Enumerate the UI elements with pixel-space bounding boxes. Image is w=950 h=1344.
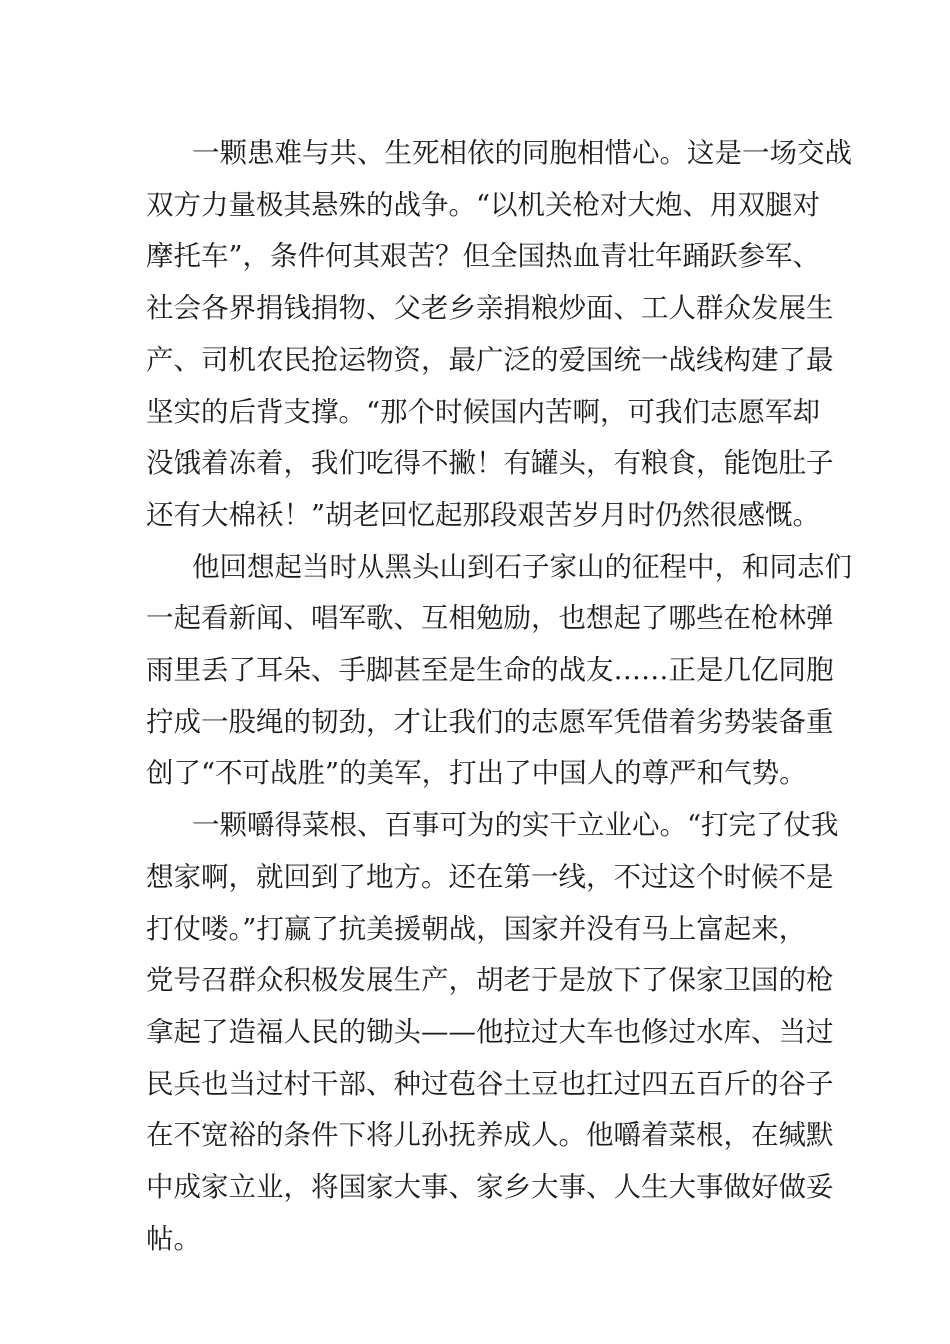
text-line: 双方力量极其悬殊的战争。“以机关枪对大炮、用双腿对 <box>146 188 821 221</box>
text-line: 他回想起当时从黑头山到石子家山的征程中，和同志们 <box>192 550 852 583</box>
text-line: 一颗患难与共、生死相依的同胞相惜心。这是一场交战 <box>192 137 852 169</box>
paragraph-3 <box>146 800 839 1265</box>
text-line: 打仗喽。”打赢了抗美援朝战，国家并没有马上富起来， <box>146 912 807 945</box>
text-line: 一颗嚼得菜根、百事可为的实干立业心。“打完了仗我 <box>192 809 839 842</box>
text-line: 摩托车”，条件何其艰苦？但全国热血青壮年踊跃参军、 <box>146 240 821 273</box>
text-line: 在不宽裕的条件下将儿孙抚养成人。他嚼着菜根，在缄默 <box>146 1119 834 1152</box>
text-line: 雨里丢了耳朵、手脚甚至是生命的战友……正是几亿同胞 <box>146 654 834 687</box>
text-line: 拧成一股绳的韧劲，才让我们的志愿军凭借着劣势装备重 <box>146 705 834 738</box>
text-line: 没饿着冻着，我们吃得不撇！有罐头，有粮食，能饱肚子 <box>146 447 834 480</box>
text-line: 产、司机农民抢运物资，最广泛的爱国统一战线构建了最 <box>146 343 834 376</box>
text-line: 一起看新闻、唱军歌、互相勉励，也想起了哪些在枪林弹 <box>146 602 834 635</box>
paragraph-1 <box>146 128 852 542</box>
text-line: 中成家立业，将国家大事、家乡大事、人生大事做好做妥 <box>146 1171 834 1204</box>
text-line: 民兵也当过村干部、种过苞谷土豆也扛过四五百斤的谷子 <box>146 1067 834 1100</box>
text-line: 社会各界捐钱捐物、父老乡亲捐粮炒面、工人群众发展生 <box>146 292 834 325</box>
text-line: 坚实的后背支撑。“那个时候国内苦啊，可我们志愿军却 <box>146 395 821 428</box>
text-line: 还有大棉袄！”胡老回忆起那段艰苦岁月时仍然很感慨。 <box>146 498 821 531</box>
text-line: 想家啊，就回到了地方。还在第一线，不过这个时候不是 <box>146 860 834 893</box>
paragraph-2 <box>146 542 852 801</box>
text-line: 党号召群众积极发展生产，胡老于是放下了保家卫国的枪 <box>146 964 834 997</box>
text-line: 拿起了造福人民的锄头——他拉过大车也修过水库、当过 <box>146 1015 834 1048</box>
text-line: 帖。 <box>146 1222 201 1255</box>
text-line: 创了“不可战胜”的美军，打出了中国人的尊严和气势。 <box>146 757 807 790</box>
document-body <box>146 128 852 1265</box>
